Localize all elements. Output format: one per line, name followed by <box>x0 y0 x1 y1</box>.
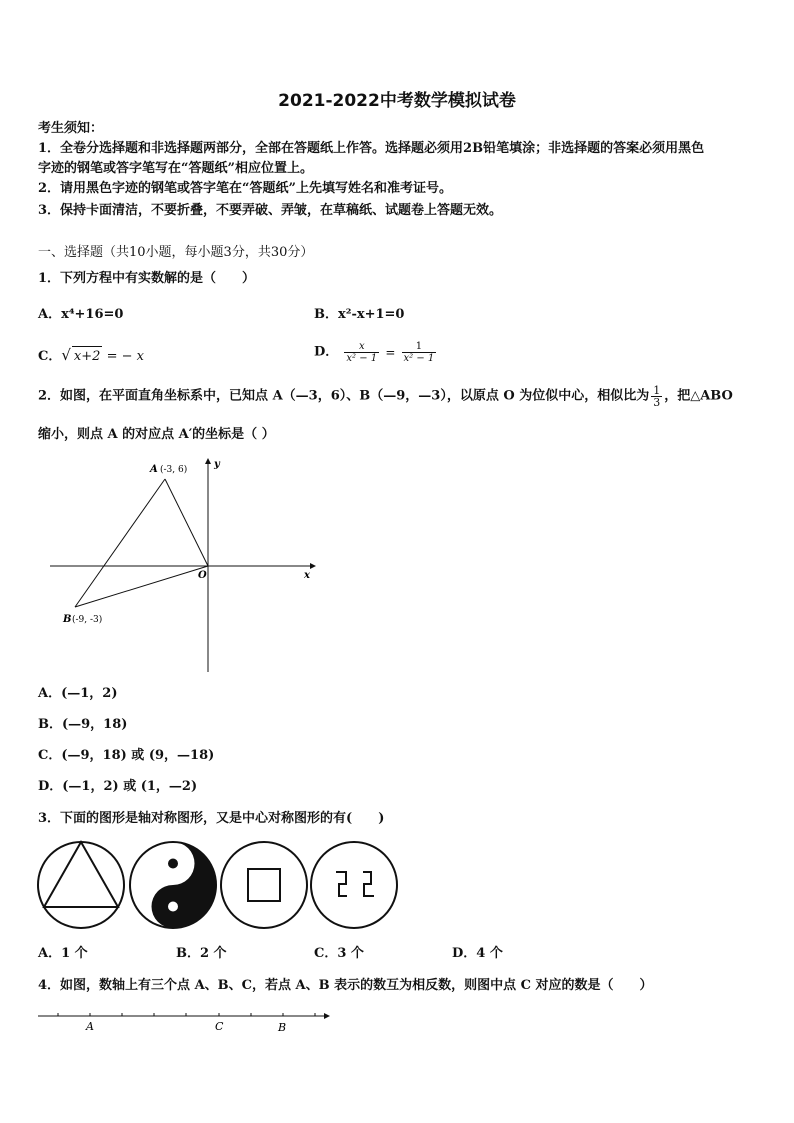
circle-with-triangle-figure <box>38 842 124 928</box>
q1-stem: 1．下列方程中有实数解的是（ ） <box>38 271 256 286</box>
q4-number-line <box>36 1006 336 1038</box>
outer-circle <box>221 842 307 928</box>
q2-coordinate-figure <box>40 452 330 677</box>
q2-ratio-num: 1 <box>653 384 661 397</box>
q2-stem-line-1 <box>38 385 733 408</box>
q2-option-b: B．(—9，18) <box>38 717 128 732</box>
point-a-label: A <box>86 1020 94 1033</box>
q2-ratio-fraction <box>651 385 662 408</box>
q1-a-label: A． <box>38 307 62 322</box>
q3-figures <box>36 838 400 936</box>
notice-line-3: 2．请用黑色字迹的钢笔或答字笔在“答题纸”上先填写姓名和准考证号。 <box>38 181 453 196</box>
q1-option-d <box>314 341 438 364</box>
q1-c-rest: = − x <box>106 349 144 364</box>
point-b-label: B <box>278 1021 287 1034</box>
q1-option-c <box>38 345 144 367</box>
radical-sign: √ <box>61 346 71 364</box>
notice-line-1: 1．全卷分选择题和非选择题两部分，全部在答题纸上作答。选择题必须用2B铅笔填涂；非选择题的答案必须用黑色 <box>38 141 705 156</box>
point-b-label: B <box>63 614 72 625</box>
circle-with-square-figure <box>221 842 307 928</box>
point-a-coord: (-3, 6) <box>160 465 188 475</box>
q4-stem: 4．如图，数轴上有三个点 A、B、C，若点 A、B 表示的数互为相反数，则图中点 C 对应的数是（ ） <box>38 978 653 993</box>
point-c-label: C <box>215 1020 224 1033</box>
segment-ab <box>75 479 165 607</box>
q1-a-text: x⁴+16=0 <box>61 307 124 322</box>
q1-b-text: x²-x+1=0 <box>338 307 405 322</box>
circle-with-symbol-figure <box>311 842 397 928</box>
y-axis-arrow <box>205 458 211 464</box>
number-line-arrow <box>324 1013 330 1019</box>
q2-option-a: A．(—1，2) <box>38 686 118 701</box>
outer-circle <box>38 842 124 928</box>
q1-d-num1: x <box>344 341 379 353</box>
left-glyph <box>336 872 347 896</box>
inscribed-square <box>248 869 280 901</box>
q1-d-num2: 1 <box>402 341 437 353</box>
q2-stem-part-2: ，把△ABO <box>664 388 733 404</box>
q1-c-label: C． <box>38 349 62 364</box>
q3-option-b: B．2 个 <box>176 946 227 961</box>
q1-d-fraction-2 <box>402 341 437 364</box>
point-a-label: A <box>150 464 158 475</box>
x-axis-label: x <box>304 570 310 581</box>
q1-option-a <box>38 305 123 325</box>
yin-yang-light-dot <box>168 902 178 912</box>
point-b-coord: (-9, -3) <box>72 615 103 625</box>
yin-yang-figure <box>130 842 216 928</box>
x-axis-arrow <box>310 563 316 569</box>
notice-line-2: 字迹的钢笔或答字笔写在“答题纸”相应位置上。 <box>38 161 313 176</box>
q3-option-a: A．1 个 <box>38 946 88 961</box>
q1-d-label: D． <box>314 344 339 360</box>
q1-c-radicand: x+2 <box>72 346 103 367</box>
q1-option-b <box>314 305 404 325</box>
y-axis-label: y <box>214 459 220 470</box>
q2-stem-part-1: 2．如图，在平面直角坐标系中，已知点 A（—3，6）、B（—9，—3），以原点 O 为位似中心，相似比为 <box>38 388 650 404</box>
q1-b-label: B． <box>314 307 338 322</box>
notice-heading: 考生须知： <box>38 121 104 136</box>
q3-option-c: C．3 个 <box>314 946 364 961</box>
right-glyph <box>363 872 374 896</box>
origin-label: O <box>198 570 207 581</box>
notice-line-4: 3．保持卡面清洁，不要折叠，不要弄破、弄皱，在草稿纸、试题卷上答题无效。 <box>38 203 503 218</box>
page-title: 2021-2022中考数学模拟试卷 <box>278 91 516 111</box>
q2-option-d: D．(—1，2) 或 (1，—2) <box>38 779 198 794</box>
q2-ratio-den: 3 <box>653 396 661 409</box>
outer-circle <box>311 842 397 928</box>
q3-option-d: D．4 个 <box>452 946 503 961</box>
q1-d-den1: x² − 1 <box>346 353 378 364</box>
segment-bo <box>75 566 208 607</box>
q1-d-equals: = <box>385 345 396 360</box>
segment-ao <box>165 479 208 566</box>
yin-yang-dark-dot <box>168 859 178 869</box>
q1-d-fraction-1 <box>344 341 379 364</box>
q3-stem: 3．下面的图形是轴对称图形，又是中心对称图形的有( ) <box>38 811 385 826</box>
q2-option-c: C．(—9，18) 或 (9，—18) <box>38 748 215 763</box>
q2-stem-line-2: 缩小，则点 A 的对应点 A′的坐标是（ ） <box>38 427 275 442</box>
q1-d-den2: x² − 1 <box>403 353 435 364</box>
section-heading: 一、选择题（共10小题，每小题3分，共30分） <box>38 245 314 260</box>
